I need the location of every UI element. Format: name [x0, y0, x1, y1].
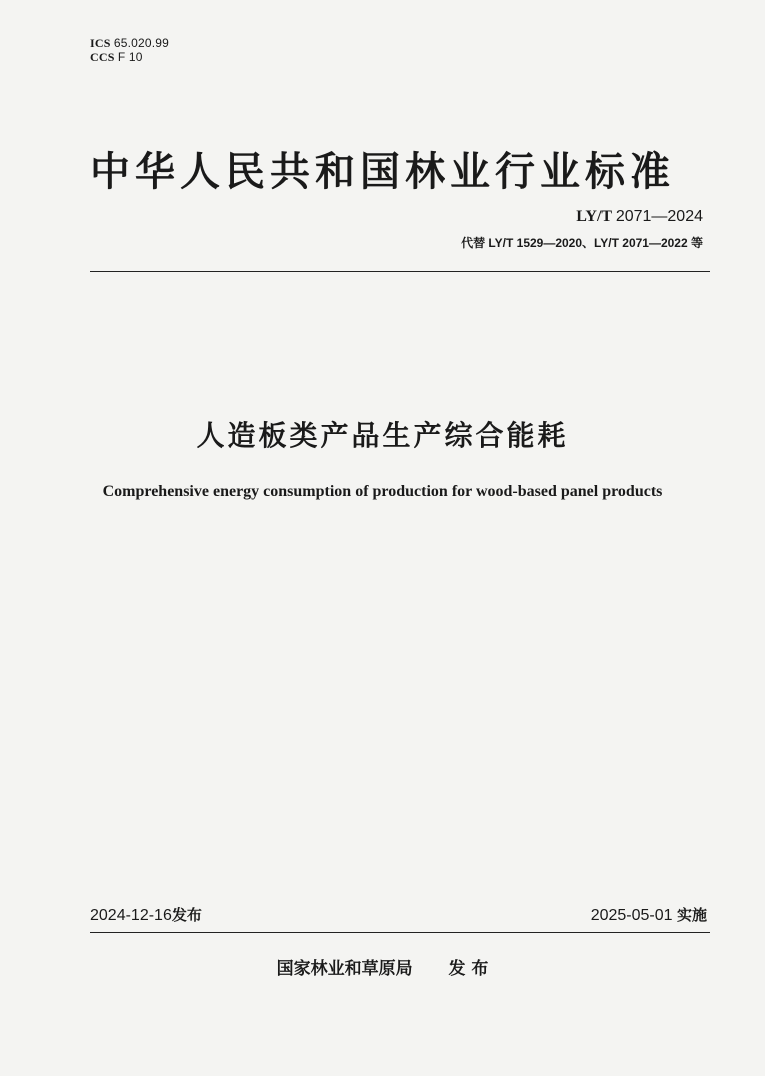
implementation-date [591, 904, 707, 925]
standard-code-number: 2071—2024 [615, 208, 703, 225]
issue-date [90, 904, 202, 925]
ics-code: 65.020.99 [113, 36, 170, 50]
standard-code-prefix: LY/T [576, 208, 612, 225]
implementation-date-label: 实施 [676, 906, 707, 924]
standard-code [576, 208, 703, 226]
standard-category-title: 中华人民共和国林业行业标准 [90, 149, 675, 195]
ics-label: ICS [90, 36, 111, 50]
publisher-name: 国家林业和草原局 [276, 959, 413, 979]
ccs-code: F 10 [117, 50, 143, 64]
document-title-chinese: 人造板类产品生产综合能耗 [196, 419, 569, 452]
ccs-line [90, 50, 169, 64]
bottom-divider [90, 932, 710, 933]
publisher-line [0, 954, 765, 979]
document-title-english: Comprehensive energy consumption of production for wood-based panel products [102, 483, 663, 500]
classification-codes [90, 36, 169, 64]
publisher-action: 发 布 [448, 959, 489, 979]
replaces-standards: 代替 LY/T 1529—2020、LY/T 2071—2022 等 [461, 236, 703, 250]
issue-date-label: 发布 [171, 906, 202, 924]
issue-date-value: 2024-12-16 [90, 907, 172, 924]
ccs-label: CCS [90, 50, 115, 64]
top-divider [90, 271, 710, 272]
implementation-date-value: 2025-05-01 [590, 907, 673, 924]
ics-line [90, 36, 169, 50]
